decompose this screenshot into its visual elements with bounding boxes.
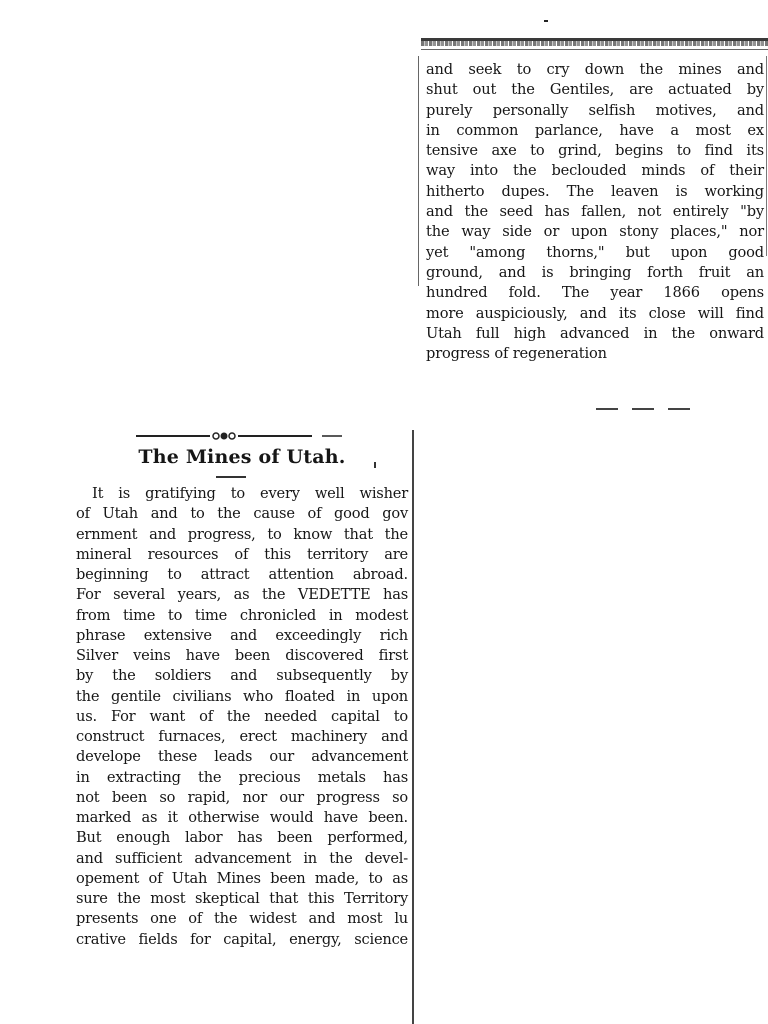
- text-line: hitherto dupes. The leaven is working: [426, 182, 764, 200]
- text-line: beginning to attract attention abroad.: [76, 566, 408, 583]
- text-line: from time to time chronicled in modest: [76, 606, 408, 624]
- ink-speck: [544, 20, 548, 22]
- text-line: construct furnaces, erect machinery and: [76, 728, 408, 745]
- text-line: progress of regeneration: [426, 345, 607, 363]
- text-line: the gentile civilians who floated in upon: [76, 687, 408, 705]
- column-top-rule-ragged: [421, 41, 768, 46]
- article-end-rule: [596, 408, 696, 410]
- text-line: in common parlance, have a most ex: [426, 121, 764, 139]
- text-line: opement of Utah Mines been made, to as: [76, 869, 408, 887]
- column-top-rule-thin: [421, 49, 768, 50]
- text-line: For several years, as the VEDETTE has: [76, 586, 408, 604]
- text-line: in extracting the precious metals has: [76, 768, 408, 786]
- column-divider-right: [766, 56, 767, 256]
- text-line: But enough labor has been performed,: [76, 829, 408, 847]
- text-line: mineral resources of this territory are: [76, 545, 408, 563]
- text-line: not been so rapid, nor our progress so: [76, 788, 408, 806]
- text-line: sure the most skeptical that this Territory: [76, 890, 408, 907]
- headline-underline: [216, 476, 246, 478]
- column-divider-middle: [412, 430, 414, 1024]
- text-line: hundred fold. The year 1866 opens: [426, 284, 764, 302]
- text-line: the way side or upon stony places," nor: [426, 223, 764, 241]
- text-line: more auspiciously, and its close will find: [426, 304, 764, 322]
- text-line: It is gratifying to every well wisher: [92, 485, 408, 502]
- text-line: us. For want of the needed capital to: [76, 707, 408, 725]
- text-line: of Utah and to the cause of good gov: [76, 505, 408, 523]
- text-line: Silver veins have been discovered first: [76, 647, 408, 664]
- text-line: and the seed has fallen, not entirely "by: [426, 203, 764, 221]
- article-body-column: [76, 484, 408, 950]
- text-line: yet "among thorns," but upon good: [426, 243, 764, 261]
- headline-ornament: [136, 430, 342, 442]
- text-line: develope these leads our advancement: [76, 748, 408, 766]
- text-line: crative fields for capital, energy, science: [76, 930, 408, 948]
- article-headline: The Mines of Utah.: [138, 446, 346, 468]
- text-line: and sufficient advancement in the devel-: [76, 849, 408, 867]
- text-line: purely personally selfish motives, and: [426, 101, 764, 119]
- text-line: and seek to cry down the mines and: [426, 61, 764, 78]
- continued-article-column: [426, 60, 764, 364]
- text-line: Utah full high advanced in the onward: [426, 324, 764, 342]
- text-line: by the soldiers and subsequently by: [76, 667, 408, 685]
- text-line: presents one of the widest and most lu: [76, 910, 408, 928]
- text-line: ground, and is bringing forth fruit an: [426, 263, 764, 281]
- text-line: marked as it otherwise would have been.: [76, 809, 408, 826]
- text-line: phrase extensive and exceedingly rich: [76, 626, 408, 644]
- text-line: ernment and progress, to know that the: [76, 525, 408, 543]
- text-line: shut out the Gentiles, are actuated by: [426, 81, 764, 99]
- text-line: way into the beclouded minds of their: [426, 162, 764, 180]
- column-divider-upper: [418, 56, 419, 286]
- ink-mark: [374, 462, 376, 468]
- text-line: tensive axe to grind, begins to find its: [426, 142, 764, 160]
